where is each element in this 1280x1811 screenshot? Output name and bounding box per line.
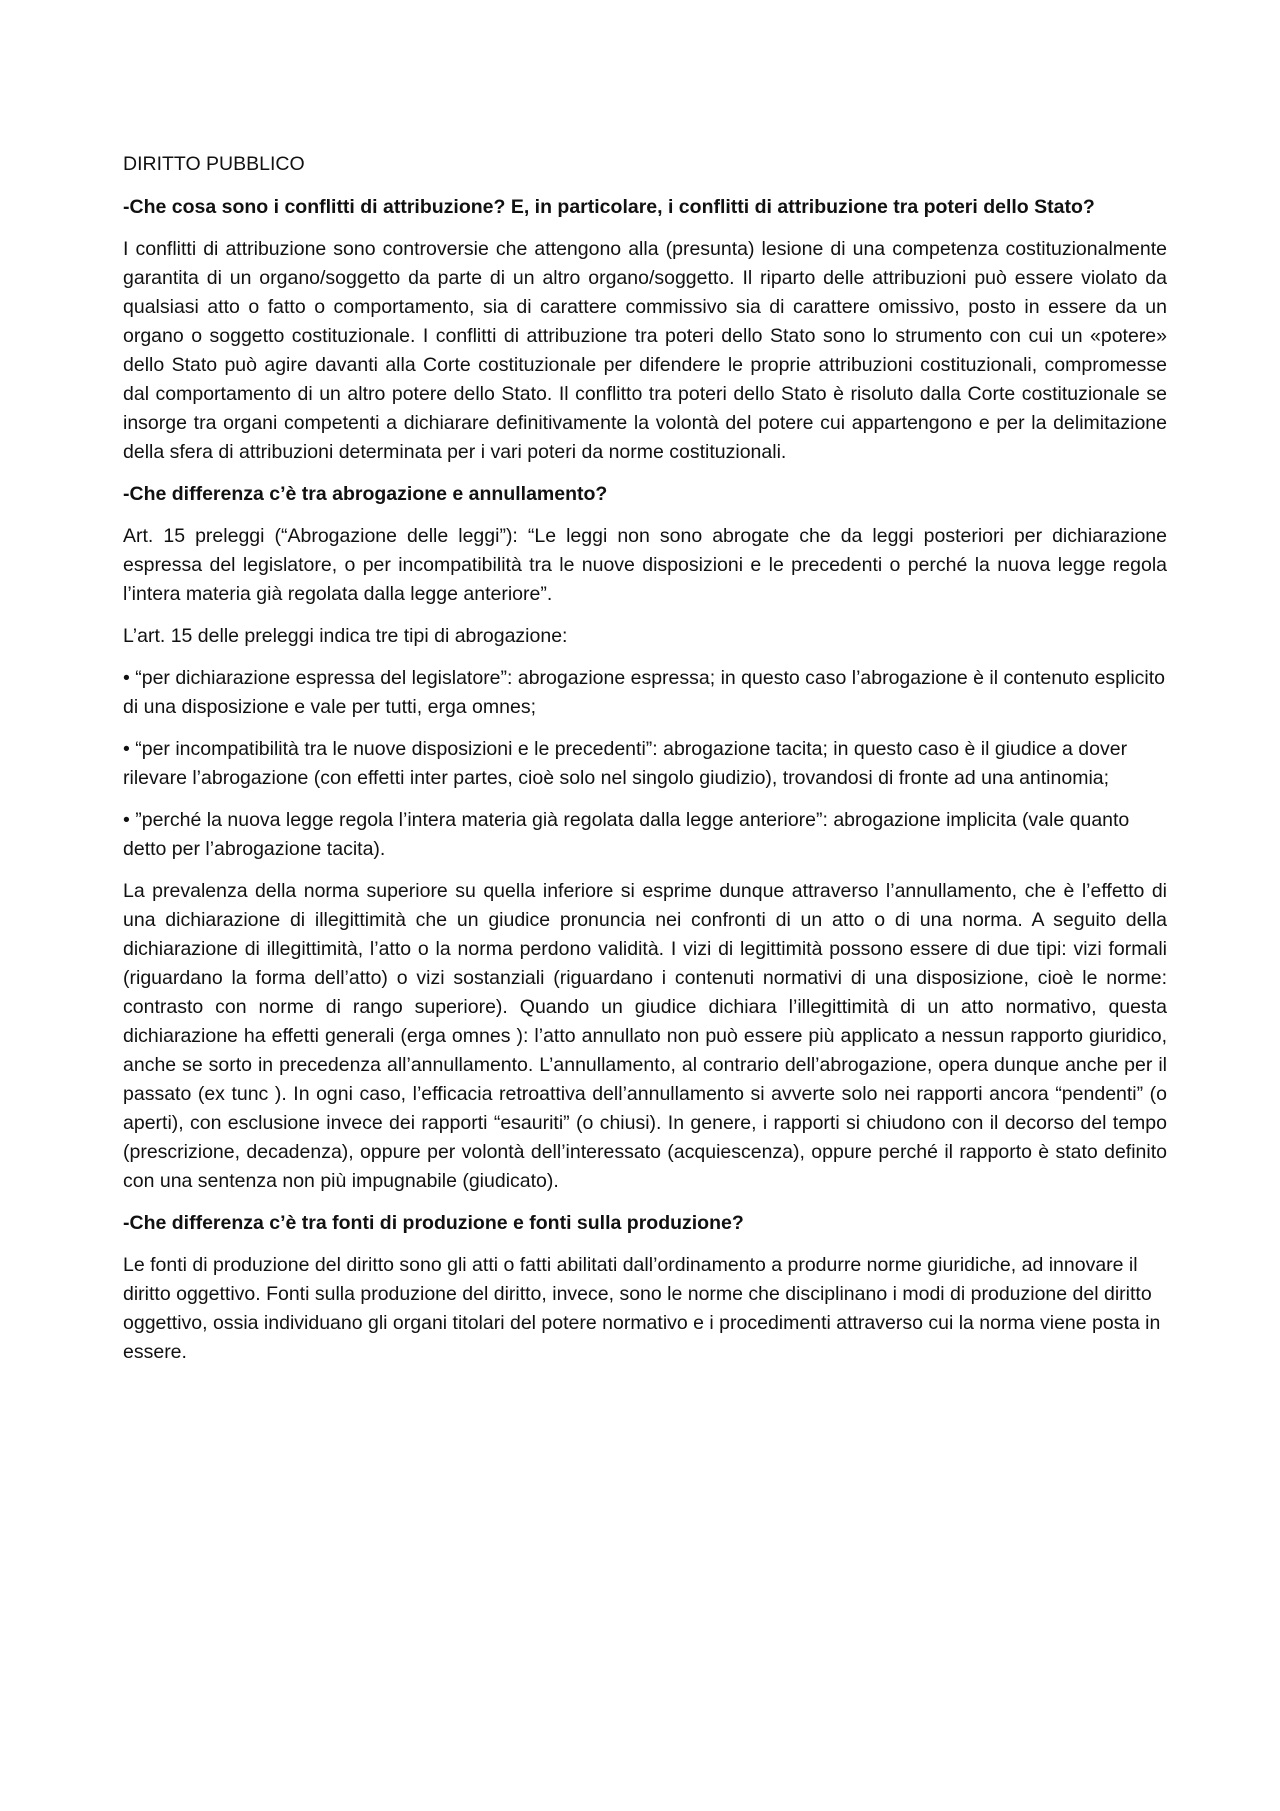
paragraph: Art. 15 preleggi (“Abrogazione delle leggi”): “Le leggi non sono abrogate che da leggi posteriori per dichiarazione espressa del legislatore, o per incompatibilità tra le nuove disposizioni e le precedenti o perché la nuova legge regola l’intera materia già regolata dalla legge anteriore”. bbox=[123, 525, 1167, 605]
section-fonti-produzione bbox=[123, 1209, 1167, 1367]
question-heading: -Che cosa sono i conflitti di attribuzione? E, in particolare, i conflitti di attribuzione tra poteri dello Stato? bbox=[123, 196, 1095, 218]
question-heading: -Che differenza c’è tra abrogazione e annullamento? bbox=[123, 483, 608, 505]
bullet-item: • ”perché la nuova legge regola l’intera materia già regolata dalla legge anteriore”: abrogazione implicita (vale quanto detto per l’abrogazione tacita). bbox=[123, 809, 1130, 860]
bullet-item: • “per dichiarazione espressa del legislatore”: abrogazione espressa; in questo caso l’abrogazione è il contenuto esplicito di una disposizione e vale per tutti, erga omnes; bbox=[123, 667, 1166, 718]
paragraph: I conflitti di attribuzione sono controversie che attengono alla (presunta) lesione di una competenza costituzionalmente garantita di un organo/soggetto da parte di un altro organo/soggetto. Il riparto delle attribuzioni può essere violato da qualsiasi atto o fatto o comportamento, sia di carattere commissivo sia di carattere omissivo, posto in essere da un organo o soggetto costituzionale. I conflitti di attribuzione tra poteri dello Stato sono lo strumento con cui un «potere» dello Stato può agire davanti alla Corte costituzionale per difendere le proprie attribuzioni costituzionali, compromesse dal comportamento di un altro potere dello Stato. Il conflitto tra poteri dello Stato è risoluto dalla Corte costituzionale se insorge tra organi competenti a dichiarare definitivamente la volontà del potere cui appartengono e per la delimitazione della sfera di attribuzioni determinata per i vari poteri da norme costituzionali. bbox=[123, 238, 1167, 463]
paragraph: Le fonti di produzione del diritto sono gli atti o fatti abilitati dall’ordinamento a produrre norme giuridiche, ad innovare il diritto oggettivo. Fonti sulla produzione del diritto, invece, sono le norme che disciplinano i modi di produzione del diritto oggettivo, ossia individuano gli organi titolari del potere normativo e i procedimenti attraverso cui la norma viene posta in essere. bbox=[123, 1254, 1161, 1363]
document-page bbox=[123, 150, 1167, 1380]
section-abrogazione-annullamento bbox=[123, 480, 1167, 1196]
paragraph: L’art. 15 delle preleggi indica tre tipi di abrogazione: bbox=[123, 625, 568, 647]
question-heading: -Che differenza c’è tra fonti di produzione e fonti sulla produzione? bbox=[123, 1212, 744, 1234]
paragraph: La prevalenza della norma superiore su quella inferiore si esprime dunque attraverso l’annullamento, che è l’effetto di una dichiarazione di illegittimità che un giudice pronuncia nei confronti di un atto o di una norma. A seguito della dichiarazione di illegittimità, l’atto o la norma perdono validità. I vizi di legittimità possono essere di due tipi: vizi formali (riguardano la forma dell’atto) o vizi sostanziali (riguardano i contenuti normativi di una disposizione, cioè le norme: contrasto con norme di rango superiore). Quando un giudice dichiara l’illegittimità di un atto normativo, questa dichiarazione ha effetti generali (erga omnes ): l’atto annullato non può essere più applicato a nessun rapporto giuridico, anche se sorto in precedenza all’annullamento. L’annullamento, al contrario dell’abrogazione, opera dunque anche per il passato (ex tunc ). In ogni caso, l’efficacia retroattiva dell’annullamento si avverte solo nei rapporti ancora “pendenti” (o aperti), con esclusione invece dei rapporti “esauriti” (o chiusi). In genere, i rapporti si chiudono con il decorso del tempo (prescrizione, decadenza), oppure per volontà dell’interessato (acquiescenza), oppure perché il rapporto è stato definito con una sentenza non più impugnabile (giudicato). bbox=[123, 880, 1167, 1192]
section-conflitti-attribuzione bbox=[123, 193, 1167, 467]
document-title: DIRITTO PUBBLICO bbox=[123, 153, 305, 175]
bullet-item: • “per incompatibilità tra le nuove disposizioni e le precedenti”: abrogazione tacita; in questo caso è il giudice a dover rilevare l’abrogazione (con effetti inter partes, cioè solo nel singolo giudizio), trovandosi di fronte ad una antinomia; bbox=[123, 738, 1128, 789]
